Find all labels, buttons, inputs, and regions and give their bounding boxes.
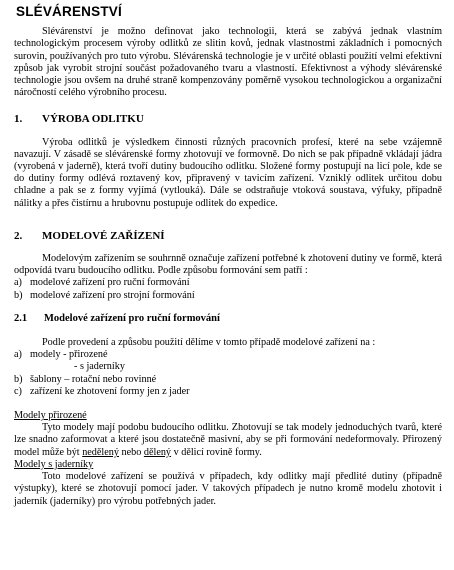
document-page (14, 6, 442, 508)
section-2-paragraph: Modelovým zařízením se souhrnně označuje zařízení potřebné k zhotovení dutiny ve formě, která odpovídá tvaru budoucího odlitku. Podle způsobu formování sem patří : (14, 253, 442, 277)
paragraph-text: Tyto modely mají podobu budoucího odlitku. Zhotovují se tak modely jednoduchých tvarů, které lze snadno zaformovat a které jsou dostatečně masivní, aby se při formování nedeformovaly. Přirozený model může být (14, 422, 442, 458)
list-item (14, 374, 442, 386)
section-number: 2. (14, 229, 23, 242)
section-number: 2.1 (14, 312, 28, 324)
list-marker: a) (14, 277, 22, 289)
list-marker: a) (14, 349, 22, 361)
intro-paragraph: Slévárenství je možno definovat jako technologii, která se zabývá jednak vlastním technologickým procesem výroby odlitků ze slitin kovů, jednak vlastnostmi základních i pomocných surovin, používaných pro tuto výrobu. Slévárenská technologie je v určité oblasti použití velmi efektivní způsob jak vyrobit strojní součást požadovaného tvaru a vlastností. Efektivnost a výhody slévárenské technologie jsou ovšem na druhé straně kompenzovány poměrně vysokou technologickou a organizační náročností celého výrobního procesu. (14, 26, 442, 99)
list-item-text: modelové zařízení pro strojní formování (30, 289, 195, 301)
section-2-heading (14, 230, 442, 242)
section-2-1-heading (14, 313, 442, 325)
core-models-paragraph: Toto modelové zařízení se používá v případech, kdy odlitky mají předlité dutiny (případně výstupky), které se zhotovují pomocí jader. V takových případech je nutno kromě modelu zhotovit i jaderník (jaderníky) pro výrobu potřebných jader. (14, 471, 442, 507)
list-item (14, 386, 442, 398)
underlined-term: dělený (143, 446, 172, 458)
underlined-term: nedělený (82, 446, 119, 458)
section-1-paragraph: Výroba odlitků je výsledkem činnosti různých pracovních profesí, které na sebe vzájemně navazují. V zásadě se slévárenské formy zhotovují ve formovně. Do nich se pak případně vkládají jádra (vyrobená v jaderně), která tvoří dutiny budoucího odlitku. Složené formy postupují na licí pole, kde se do dutiny formy odlévá roztavený kov, připravený v tavicím zařízení. Vzniklý odlitek určitou dobu chladne a pak se z formy vyjímá (vytlouká). Dále se odstraňuje vtoková soustava, výfuky, případně nálitky a přes čistírnu a hrubovnu postupuje odlitek do expedice. (14, 136, 442, 209)
list-marker: b) (14, 373, 23, 385)
natural-models-paragraph (14, 422, 442, 459)
section-title: MODELOVÉ ZAŘÍZENÍ (42, 229, 165, 242)
natural-models-heading: Modely přirozené (14, 410, 87, 422)
list-marker: b) (14, 289, 23, 301)
list-item (14, 349, 442, 361)
list-item (14, 277, 442, 289)
section-2-1-paragraph: Podle provedení a způsobu použití dělíme v tomto případě modelové zařízení na : (42, 337, 376, 349)
section-1-heading (14, 113, 442, 125)
paragraph-text: nebo (118, 446, 144, 458)
list-marker: c) (14, 385, 22, 397)
section-2-list (14, 277, 442, 301)
paragraph-text: v dělicí rovině formy. (171, 446, 262, 458)
list-item (74, 361, 442, 373)
list-item-text: modelové zařízení pro ruční formování (30, 277, 190, 289)
list-item-text: šablony – rotační nebo rovinné (30, 373, 157, 385)
section-title: Modelové zařízení pro ruční formování (44, 312, 220, 324)
section-2-1-list (14, 349, 442, 398)
section-number: 1. (14, 113, 23, 126)
list-item-text: - s jaderníky (74, 361, 125, 373)
section-title: VÝROBA ODLITKU (42, 113, 144, 126)
document-title: SLÉVÁRENSTVÍ (16, 4, 122, 19)
list-item-text: modely - přirozené (30, 349, 108, 361)
core-models-heading: Modely s jaderníky (14, 458, 94, 470)
list-item (14, 290, 442, 302)
list-item-text: zařízení ke zhotovení formy jen z jader (30, 385, 190, 397)
